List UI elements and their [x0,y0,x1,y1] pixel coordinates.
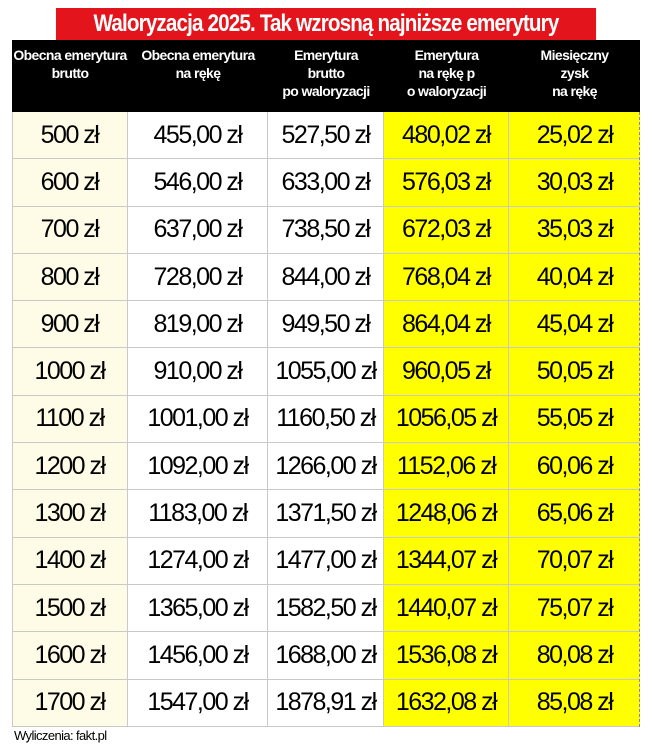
header-cell: Emerytura brutto po waloryzacji [282,47,370,99]
table-cell: 819,00 zł [128,301,268,347]
table-cell: 864,04 zł [384,301,509,347]
table-row [12,632,640,679]
table-cell: 960,05 zł [384,348,509,394]
table-cell: 50,05 zł [509,348,640,394]
table-body [12,112,640,727]
table-cell: 455,00 zł [128,112,268,158]
table-cell: 1266,00 zł [268,443,384,489]
header-cell: Obecna emerytura brutto [13,47,127,81]
table-cell: 1000 zł [12,348,128,394]
table-cell: 600 zł [12,159,128,205]
table-row [12,538,640,585]
table-cell: 70,07 zł [509,538,640,584]
source-note: Wyliczenia: fakt.pl [14,728,107,743]
table-cell: 35,03 zł [509,207,640,253]
table-cell: 1001,00 zł [128,396,268,442]
table-row [12,585,640,632]
table-cell: 768,04 zł [384,254,509,300]
table-cell: 1274,00 zł [128,538,268,584]
table-cell: 40,04 zł [509,254,640,300]
table-row [12,680,640,727]
table-cell: 45,04 zł [509,301,640,347]
table-cell: 1500 zł [12,585,128,631]
table-cell: 25,02 zł [509,112,640,158]
table-row [12,396,640,443]
table-header [12,40,640,112]
table-cell: 800 zł [12,254,128,300]
table-cell: 60,06 zł [509,443,640,489]
table-cell: 1160,50 zł [268,396,384,442]
table-cell: 527,50 zł [268,112,384,158]
table-row [12,348,640,395]
table-cell: 1440,07 zł [384,585,509,631]
table-cell: 1344,07 zł [384,538,509,584]
table-cell: 728,00 zł [128,254,268,300]
table-cell: 500 zł [12,112,128,158]
table-cell: 1878,91 zł [268,680,384,726]
table-cell: 85,08 zł [509,680,640,726]
table-cell: 1248,06 zł [384,490,509,536]
table-cell: 1371,50 zł [268,490,384,536]
table-cell: 55,05 zł [509,396,640,442]
table-cell: 1300 zł [12,490,128,536]
table-cell: 1536,08 zł [384,632,509,678]
table-cell: 1477,00 zł [268,538,384,584]
table-row [12,443,640,490]
table-cell: 65,06 zł [509,490,640,536]
table-cell: 738,50 zł [268,207,384,253]
table-title: Waloryzacja 2025. Tak wzrosną najniższe emerytury [56,8,596,40]
table-cell: 637,00 zł [128,207,268,253]
table-cell: 910,00 zł [128,348,268,394]
table-cell: 1100 zł [12,396,128,442]
table-row [12,301,640,348]
header-cell: Emerytura na rękę p o waloryzacji [406,47,487,99]
table-cell: 546,00 zł [128,159,268,205]
header-cell: Miesięczny zysk na rękę [540,47,609,99]
table-cell: 80,08 zł [509,632,640,678]
table-cell: 1688,00 zł [268,632,384,678]
table-cell: 1400 zł [12,538,128,584]
table-cell: 700 zł [12,207,128,253]
table-cell: 949,50 zł [268,301,384,347]
table-cell: 480,02 zł [384,112,509,158]
table-cell: 1456,00 zł [128,632,268,678]
table-cell: 1200 zł [12,443,128,489]
table-cell: 1582,50 zł [268,585,384,631]
table-cell: 1600 zł [12,632,128,678]
table-cell: 30,03 zł [509,159,640,205]
table-cell: 1055,00 zł [268,348,384,394]
table-row [12,490,640,537]
table-cell: 1183,00 zł [128,490,268,536]
table-cell: 1152,06 zł [384,443,509,489]
table-cell: 1632,08 zł [384,680,509,726]
table-cell: 1547,00 zł [128,680,268,726]
table-cell: 633,00 zł [268,159,384,205]
table-cell: 1056,05 zł [384,396,509,442]
table-cell: 672,03 zł [384,207,509,253]
table-cell: 1092,00 zł [128,443,268,489]
table-cell: 844,00 zł [268,254,384,300]
table-cell: 75,07 zł [509,585,640,631]
table-cell: 1700 zł [12,680,128,726]
table-row [12,112,640,159]
table-cell: 1365,00 zł [128,585,268,631]
table-row [12,254,640,301]
header-cell: Obecna emerytura na rękę [141,47,255,81]
table-cell: 576,03 zł [384,159,509,205]
table-row [12,207,640,254]
table-cell: 900 zł [12,301,128,347]
table-row [12,159,640,206]
